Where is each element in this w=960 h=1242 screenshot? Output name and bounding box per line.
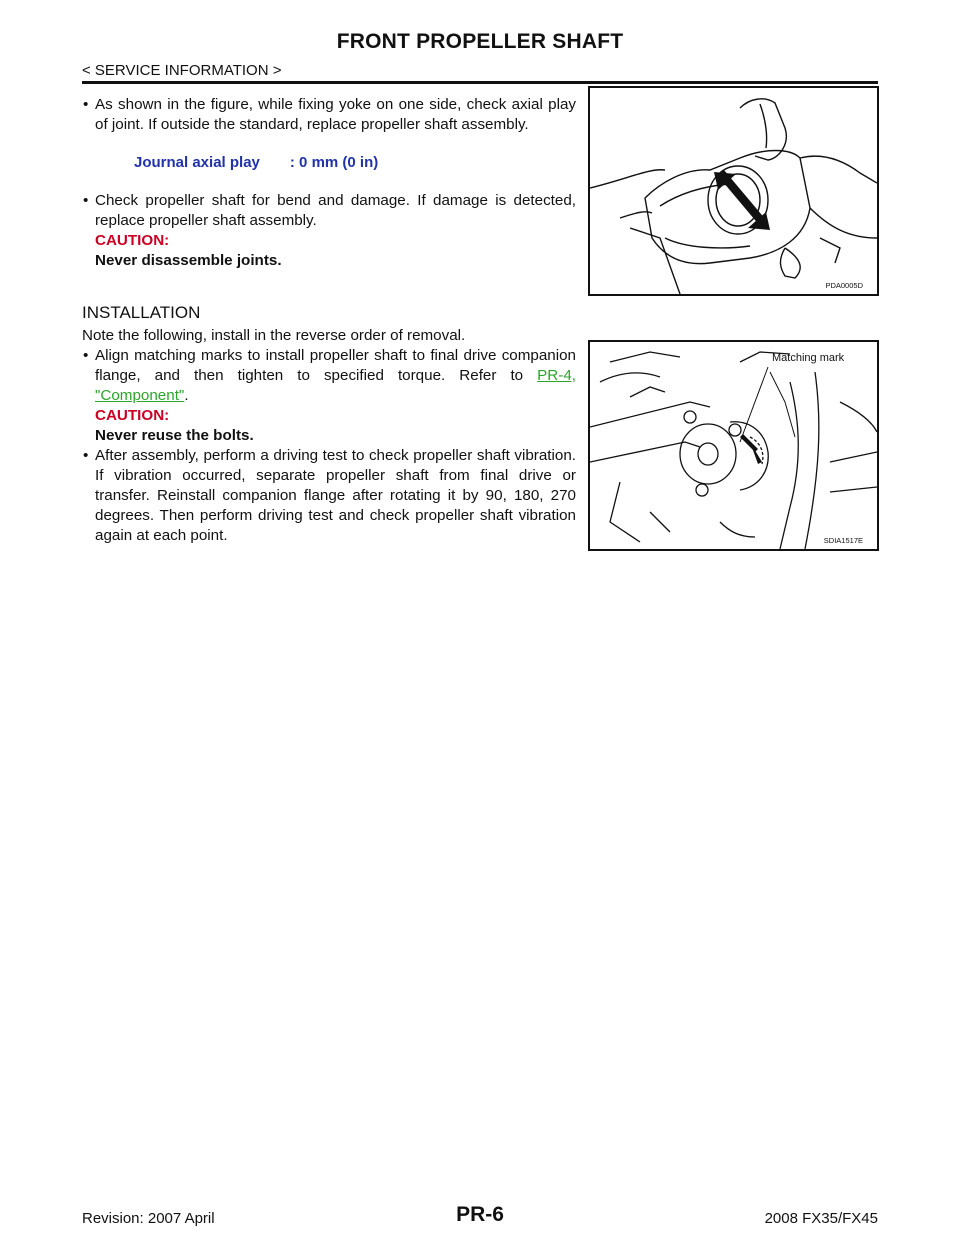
figure-code: PDA0005D [825,281,863,290]
inspection-bullet-axial-play [82,95,576,135]
propeller-shaft-illustration [590,342,877,549]
header-rule [82,81,878,84]
bullet-dot: • [83,96,89,113]
section-subtitle: < SERVICE INFORMATION > [82,62,282,79]
installation-block [82,303,576,546]
page-title: FRONT PROPELLER SHAFT [336,30,624,53]
footer-page-number: PR-6 [456,1203,504,1226]
figure-code: SDIA1517E [823,536,863,545]
bullet-dot: • [83,192,89,209]
figure-matching-mark [588,340,879,551]
footer-model: 2008 FX35/FX45 [764,1210,878,1227]
yoke-illustration [590,88,877,294]
installation-bullet-align [82,346,576,406]
inspection-bullet-2-text: Check propeller shaft for bend and damage. If damage is detected, replace propeller shaft assembly. [95,192,576,229]
bullet-dot: • [83,347,89,364]
caution-text: Never disassemble joints. [95,252,282,269]
installation-bullet-2-text: After assembly, perform a driving test to check propeller shaft vibration. If vibration occurred, separate propeller shaft from final drive or transfer. Reinstall companion flange after rotating it by 90, 180, 270 degrees. Then perform driving test and check propeller shaft vibration again at each point. [95,447,576,544]
installation-bullet-1-end: . [184,387,189,404]
installation-intro: Note the following, install in the reverse order of removal. [82,327,466,344]
installation-bullet-1-text: Align matching marks to install propeller shaft to final drive companion flange, and then tighten to specified torque. Refer to [95,347,576,384]
footer-revision: Revision: 2007 April [82,1210,215,1227]
bullet-dot: • [83,447,89,464]
spec-journal-axial-play [134,153,576,173]
installation-heading: INSTALLATION [82,303,201,322]
inspection-bullet-1-text: As shown in the figure, while fixing yoke on one side, check axial play of joint. If outside the standard, replace propeller shaft assembly. [95,96,576,133]
inspection-bullet-bend [82,191,576,231]
caution-label: CAUTION: [95,407,170,424]
inspection-block [82,95,576,271]
caution-label: CAUTION: [95,232,170,249]
component-reference-link[interactable]: PR-4, "Component" [95,367,576,404]
caution-text: Never reuse the bolts. [95,427,254,444]
figure-yoke-axial-play [588,86,879,296]
matching-mark-callout: Matching mark [772,352,845,364]
spec-value: : 0 mm (0 in) [289,154,379,171]
spec-label: Journal axial play [134,154,260,171]
installation-bullet-driving-test [82,446,576,546]
